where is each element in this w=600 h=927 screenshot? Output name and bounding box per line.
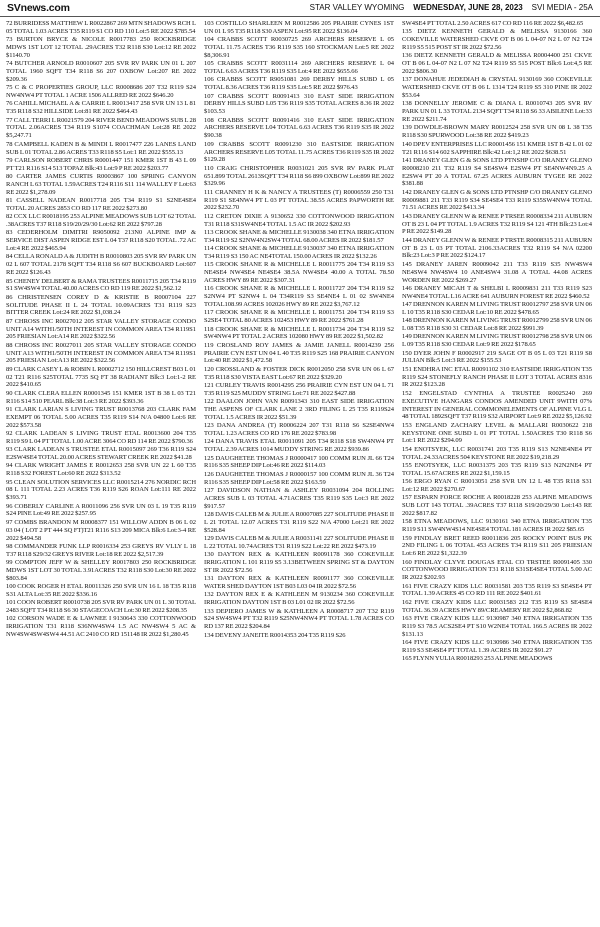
tax-listing-entry: 137 DONAHUE JEDEDIAH & CRYSTAL 9130169 360 COKEVILLE WATERSHED CKVE OT B 06 L 1314 T24 R119 S5 310 PINE IR 2022 $53.64 — [402, 76, 592, 100]
column-3 — [402, 20, 592, 923]
tax-listing-entry: 133 DEPIERO JAMES W & KATHLEEN A R0008717 207 T32 R119 S24 SW4SW4 PT T32 R119 S25NW4NW4 PT TOTAL 1.78 ACRES CO RD 137 RE 2022 $204.84 — [204, 607, 394, 631]
tax-listing-entry: 102 CORSON WADE E & LAWNEE I 9130643 330 COTTONWOOD IRRIGATION T31 R118 S36NW4SW4 1.5 AC NW4SW4 5 AC & NW4SW4SW4SW4 44.51 AC 2410 CO RD 151148 IR 2022 $1,280.45 — [6, 615, 196, 639]
page-header — [0, 0, 600, 17]
tax-listing-entry: SW4SE4 PT TOTAL 2.50 ACRES 617 CO RD 116 RE 2022 $6,482.65 — [402, 20, 584, 27]
tax-listing-entry: 106 CRABBS SCOTT R9051081 269 DERBY HILLS SUBD L 05 TOTAL 8.36 ACRES T36 R119 S35 Lot:5 RE 2022 $976.43 — [204, 76, 394, 92]
tax-listing-entry: 156 ERGO RYAN C R0013051 258 SVR UN 12 L 48 T35 R118 S31 Lot:12 RE 2022 $270.67 — [402, 478, 592, 493]
tax-listing-entry: 88 CHROSS INC R0027011 205 STAR VALLEY STORAGE CONDO UNIT A13 WITH1/50TH INTEREST IN COMMON AREA T34 R119S1 205 FRIESIAN Lot:A13 RE 2022 $322.56 — [6, 341, 196, 365]
tax-listing-entry: 117 CROOK SHANE R & MICHELLE L R0011751 204 T34 R119 S3 S2SE4 TOTAL 80 ACRES 102453 HWY 89 RE 2022 $761.28 — [204, 309, 394, 325]
tax-listing-entry: 139 DOWDLE-BROWN MARY R0012524 258 SVR UN 08 L 38 T35 R118 S30 SPURWOOD Lot:38 RE 2022 $419.23 — [402, 124, 592, 140]
tax-listing-entry: 148 DRENNON KAREN M LIVING TRUST R0012799 258 SVR UN 06 L 08 T35 R118 S30 31 CEDAR Lot:8 RE 2022 $991.39 — [402, 317, 592, 333]
tax-listing-entry: 161 FIVE CRAZY KIDS LLC R0031581 203 T35 R119 S3 SE4SE4 PT TOTAL 1.39 ACRES 45 CO RD 111 RE 2022 $401.61 — [402, 582, 592, 598]
tax-listing-entry: 87 CHROSS INC R0027012 205 STAR VALLEY STORAGE CONDO UNIT A14 WITH1/50TH INTEREST IN COMMON AREA T34 R119S1 205 FRIESIAN Lot:A14 RE 2022 $322.56 — [6, 317, 196, 341]
tax-listing-entry: 98 COMMANDER FUNK LLP R0016334 253 GREYS RV VLLY L 18 T37 R118 S29/32 GREYS RIVER Lot:18 RE 2022 $2,517.39 — [6, 542, 196, 558]
tax-listing-entry: 130 DAYTON REX & KATHLEEN R0091178 360 COKEVILLE IRRIGATION L 101 R119 S5 3.13BETWEEN SPRING ST & DAYTON ST IR 2022 $72.56 — [204, 551, 394, 574]
tax-listing-entry: 90 CLARK CLERA ELLEN R0001345 151 KMER 1ST B 38 L 03 T21 R116 S14 510 PEARL Blk:38 Lot:3 RE 2022 $393.36 — [6, 389, 196, 405]
tax-listing-entry: 138 DONNELLY JEROME C & DIANA L R0010743 205 SVR RV PARK UN 01 L 33 TOTAL 2134 SQFT T34 R118 S6 33 ABILENE Lot:33 RE 2022 $211.74 — [402, 100, 592, 124]
tax-listing-entry: 135 DIETZ KENNETH GERALD & MELISSA 9130166 360 COKEVILLE WATERSHED CKVE OT B 06 L 04-07 N2 L 07 N2 T24 R119 S5 515 POST ST IR 2022 $72.56 — [402, 28, 592, 52]
tax-listing-entry: 129 DAVIS CALEB M & JULIE A R0031141 227 SOLITUDE PHASE II L 22 TOTAL 10.74ACRES T31 R119 S22 Lot:22 RE 2022 $473.19 — [204, 535, 394, 550]
tax-listing-entry: 91 CLARK LARIAN S LIVING TRUST R0013768 203 CLARK FAM EXEMPT 06 TOTAL 5.00 ACRES T35 R119 S14 N/A 04800 Lot:6 RE 2022 $573.58 — [6, 406, 196, 429]
tax-listing-entry: 128 DAVIS CALEB M & JULIE A R0007085 227 SOLITUDE PHASE II L 21 TOTAL 12.07 ACRES T31 R119 S22 N/A 47000 Lot:21 RE 2022 $528.84 — [204, 510, 394, 534]
tax-listing-entry: 72 BURRIDESS MATTHEW L R0022867 269 MTN SHADOWS RCH L 05 TOTAL 1.03 ACRES T35 R119 S1 CO RD 110 Lot:5 RE 2022 $785.54 — [6, 20, 196, 35]
tax-listing-entry: 100 COOK ROGER H ETAL R0011326 250 SVR UN 16 L 18 T35 R118 S31 ALTA Lot:35 RE 2022 $336.16 — [6, 583, 196, 598]
tax-listing-entry: 151 ENDHRA INC ETAL R0091102 310 EASTSIDE IRRIGATION T35 R119 S24 STONEFLY RANCH PHASE II LOT 3 TOTAL ACRES 8316 IR 2022 $123.28 — [402, 365, 592, 389]
tax-listing-entry: 96 COBERLY CARLINE A R0011096 256 SVR UN 03 L 19 T35 R119 S24 PINE Lot:49 RE 2022 $257.95 — [6, 502, 196, 518]
tax-listing-entry: 73 BURTON BRYCE & NICOLE R0017783 250 ROCKBRIDGE MDWS 1ST LOT 12 TOTAL .29ACRES T32 R118 S30 Lot:12 RE 2022 $1140.70 — [6, 36, 196, 59]
tax-listing-entry: 94 CLARK WRIGHT JAMES E R0012653 258 SVR UN 22 L 60 T35 R118 S32 FOREST Lot:60 RE 2022 $313.52 — [6, 462, 196, 478]
tax-listing-entry: 149 DRENNON KAREN M LIVING TRUST R0012798 258 SVR UN 06 L 09 T35 R118 S30 CEDAR Lot:9 RE 2022 $178.65 — [402, 333, 592, 349]
tax-listing-entry: 84 CELLA RONALD A & JUDITH B R0010803 205 SVR RV PARK UN 02 L 607 TOTAL 2178 SQFT T34 R118 S6 607 BUCKBOARD Lot:607 RE 2022 $126.43 — [6, 253, 196, 277]
tax-listing-entry: 159 FINDLAY BRET REED R0011836 205 ROCKY POINT BUS PK 2ND FILING L 06 TOTAL 453 ACRES T34 R119 S11 205 FRIESIAN Lot:6 RE 2022 $1,322.39 — [402, 534, 592, 558]
tax-listing-entry: 85 CHENEY DELBERT & RAMA TRUSTEES R0011715 205 T34 R119 S1 SW4SW4 TOTAL 40.00 ACRES CO RD 119 RE 2022 $1,562.12 — [6, 277, 196, 293]
tax-listing-entry: 124 DANA TRAVIS ETAL R0011091 205 T34 R118 S18 SW4NW4 PT TOTAL 2.39 ACRES 1014 MUDDY STRING RE 2022 $939.86 — [204, 438, 394, 454]
tax-listing-entry: 79 CARLSON ROBERT CHRIS R0001447 151 KMER 1ST B 43 L 09 PT T21 R116 S14 513 TOPAZ Blk:43 Lot:9 P RE 2022 $203.77 — [6, 156, 196, 172]
issue-date: WEDNESDAY, JUNE 28, 2023 — [413, 3, 523, 12]
tax-listing-entry: 165 FLYNN YULIA R0018293 253 ALPINE MEADOWS — [402, 655, 553, 663]
section-name: STAR VALLEY WYOMING — [309, 3, 405, 12]
tax-listing-entry: 152 ENGELSTAD CYNTHIA A TRUSTEE R0025240 269 EXECUTIVE HANGARS CONDOS AMENDED UNIT 9WITH 07% INTEREST IN GENERAL COMMONELEMENTS OF ALPINE VLG L 48 TOTAL 1892SQFT T37 R119 S32 AIRPORT Lot:9 RE 2022 $5,126.92 — [402, 389, 592, 421]
tax-listing-entry: 78 CAMPBELL KADEN B & MINDI L R0017477 226 LANES LAND SUB L 01 TOTAL 2.86 ACRES T33 R118 S5 Lot:1 RE 2022 $555.13 — [6, 140, 196, 156]
tax-listing-entry: 75 C & C PROPERTIES GROUP, LLC R0008686 207 T32 R119 S24 NW4NW4 PT TOTAL 1 ACRE 1506 ALLRED RE 2022 $646.20 — [6, 84, 196, 100]
tax-listing-entry: 111 CRANNEY H K & NANCY A TRUSTEES (T) R0006559 250 T31 R119 S1 SE4NW4 PT L 03 PT TOTAL 38.55 ACRES PAPWORTH RE 2022 $232.70 — [204, 188, 394, 212]
tax-listing-entry: 142 DRANEY GLEN G & SONS LTD PTNSHP C/O DRANEY GLENO R0009881 211 T33 R119 S34 SE4SE4 T33 R119 S35SW4NW4 TOTAL 71.51 ACRES RE 2022 $413.34 — [402, 188, 592, 212]
tax-listing-entry: 112 CRETON DIXIE A 9130652 330 COTTONWOOD IRRIGATION T31 R118 S31SW4NE4 TOTAL 1.5 AC IR 2022 $202.93 — [204, 212, 394, 228]
tax-listing-entry: 104 CRABBS SCOTT R0030725 269 ARCHERS RESERVE L 05 TOTAL 11.75 ACRES T36 R119 S35 160 STOCKMAN Lot:5 RE 2022 $8,306.91 — [204, 36, 394, 59]
tax-listing-entry: 83 CEDERHOLM DIMITRI R9050092 213N0 ALPINE IMP & SERVICE DIST ASPEN RIDGE EST L 04 T37 R118 S20 TOTAL .72 AC Lot:4 RE 2022 $465.94 — [6, 229, 196, 253]
tax-listing-entry: 154 ENOTSYEK, LLC R0031741 203 T35 R119 S13 N2NE4NE4 PT TOTAL 24.33ACRES 504 KEYSTONE RE 2022 $19,218.29 — [402, 445, 592, 461]
tax-listing-entry: 123 DANA ANDREA (T) R0006224 207 T31 R118 S6 S2SE4NW4 TOTAL 1.23 ACRES CO RD 176 RE 2022 $783.98 — [204, 422, 394, 438]
tax-listing-entry: 158 ETNA MEADOWS, LLC 9130161 340 ETNA IRRIGATION T35 R119 S11 SW4NW4S14 NE4SE4 TOTAL 181 ACRES IR 2022 $85.65 — [402, 518, 592, 534]
tax-listing-entry: 101 COON ROBERT R0010738 205 SVR RV PARK UN 01 L 30 TOTAL 2483 SQFT T34 R118 S6 30 STAGECOACH Lot:30 RE 2022 $208.35 — [6, 599, 196, 615]
tax-listing-entry: 120 CROSSLAND & FOSTER DICK R0012050 258 SVR UN 06 L 67 T35 R118 S30 VISTA EAST Lot:67 RE 2022 $329.20 — [204, 365, 394, 381]
tax-listing-entry: 81 CASSELL NADEAN R0017718 205 T34 R119 S1 S2NE4SE4 TOTAL 20 ACRES 2853 CO RD 117 RE 2022 $273.80 — [6, 197, 196, 212]
tax-listing-entry: 163 FIVE CRAZY KIDS LLC 9130987 340 ETNA IRRIGATION T35 R119 S3 78.5 ACS2SE4 PT S10 W2NE4 TOTAL 166.5 ACRES IR 2022 $131.13 — [402, 614, 592, 638]
tax-listing-entry: 76 CAHILL MICHAEL A & CARRIE L R0013417 258 SVR UN 13 L 81 T35 R118 S32 HILLSIDE Lot:81 RE 2022 $464.43 — [6, 100, 196, 116]
tax-listing-entry: 143 DRANEY GLENN W & RENEE P TRSEE R0008334 211 AUBURN OT B 23 L 04 PT TOTAL 1.9 ACRES T32 R119 S4 121 4TH Blk:23 Lot:4 P RE 2022 $149.28 — [402, 212, 592, 236]
tax-listing-entry: 157 ESPARN FORCE ROCHE A R0018228 253 ALPINE MEADOWS SUB LOT 143 TOTAL .39ACRES T37 R118 S19/20/29/30 Lot:143 RE 2022 $817.82 — [402, 494, 592, 517]
tax-listing-entry: 125 DAUGHETEE THOMAS J R0000417 100 COMM RUN JL 66 T24 R116 S35 SHEEP DIP Lot:46 RE 2022 $114.03 — [204, 454, 394, 470]
tax-listing-entry: 108 CRABBS SCOTT R0091416 310 EAST SIDE IRRIGATION ARCHERS RESERVE L04 TOTAL 6.63 ACRES T36 R119 S35 IR 2022 $90.38 — [204, 116, 394, 140]
tax-listing-entry: 95 CLEAN SOLUTION SERVICES LLC R0015214 276 NORDIC RCH 08 L 111 TOTAL 2.23 ACRES T36 R119 S26 ROAN Lot:111 RE 2022 $393.71 — [6, 478, 196, 502]
tax-listing-entry: 114 CROOK SHANE & MICHELLE 9130037 340 ETNA IRRIGATION T34 R119 S3 150 AC NE4TOTAL 150.00 ACRES IR 2022 $132.26 — [204, 245, 394, 260]
tax-listing-entry: 116 CROOK SHANE R & MICHELLE L R0011727 204 T34 R119 S2 S2NW4 PT S2NW4 L 04 T34R119 S3 SE4NE4 L 01 02 SW4NE4 TOTAL108.99 ACRES 102026 HWY 89 RE 2022 $3,767.12 — [204, 285, 394, 309]
tax-listing-entry: 80 CARTER JAMES CURTIS R0003867 100 SPRING CANYON RANCH L 63 TOTAL 1.59ACRES T24 R116 S11 114 WALLEY F Lot:63 RE 2022 $1,278.09 — [6, 173, 196, 196]
tax-listing-entry: 131 DAYTON REX & KATHLEEN R0091177 360 COKEVILLE WATER SHED DAYTON 1ST B03 L03 04 IR 2022 $72.56 — [204, 575, 394, 591]
tax-listing-entry: 126 DAUGHETEE THOMAS J R0000157 100 COMM RUN JL 36 T24 R116 S35 SHEEP DIP Lot:58 RE 2022 $163.59 — [204, 470, 394, 486]
tax-listing-entry: 121 CURLEY TRAVIS R0014295 256 PRAIRIE CYN EST UN 04 L 71 T35 R119 S25 MUDDY STRING Lot:71 RE 2022 $427.88 — [204, 381, 394, 397]
tax-listing-entry: 144 DRANEY GLENN W & RENEE P TRSTE R0008315 211 AUBURN OT B 23 L 03 PT TOTAL 2106.33ACRES T32 R119 S4 N/A 02200 Blk:23 Lot:3 P RE 2022 $124.17 — [402, 236, 592, 260]
tax-listing-entry: 118 CROOK SHANE R & MICHELLE L R0011734 204 T34 R119 S2 SW4NW4 PT TOTAL 2 ACRES 102080 HWY 89 RE 2022 $1,502.82 — [204, 325, 394, 341]
tax-listing-entry: 146 DRANEY MICAH T & SHELBI L R0009831 211 T33 R119 S23 NW4NE4 TOTAL L16 ACRE 641 AUBURN FOREST RE 2022 $460.52 — [402, 284, 592, 300]
tax-listing-entry: 153 ENGLAND ZACHARY LEVEL & MALLARI R0030622 218 KEYSTONE ONE SUBD L 01 PT TOTAL 1.50ACRES T30 R118 S6 Lot:1 RE 2022 $294.09 — [402, 421, 592, 445]
tax-listing-entry: 160 FINDLAY CLYVE DOUGAS ETAL CO TRSTEE R0091405 330 COTTONWOOD IRRIGATION T31 R118 S31SE4SE4 TOTAL 5.00 AC IR 2022 $202.93 — [402, 558, 592, 582]
tax-listing-entry: 119 CROSLAND ROY JAMES & JAMIE JANELL R0014239 256 PRAIRIE CYN EST UN 04 L 40 T35 R119 S25 168 PRAIRIE CANYON Lot:40 RE 2022 $1,472.58 — [204, 341, 394, 365]
tax-listing-entry: 110 CRAIG CHRISTOPHER R0031021 205 SVR RV PARK PLAT 651.899 TOTAL 2613SQFT T34 R118 S6 899 OXBOW Lot:899 RE 2022 $329.96 — [204, 164, 394, 188]
tax-listing-entry: 74 BUTCHER ARNOLD R0010607 205 SVR RV PARK UN 01 L 207 TOTAL 1960 SQFT T34 R118 S6 207 OXBOW Lot:207 RE 2022 $209.36 — [6, 60, 196, 83]
tax-listing-entry: 105 CRABBS SCOTT R0031114 269 ARCHERS RESERVE L 04 TOTAL 6.63 ACRES T36 R119 S35 Lot:4 RE 2022 $655.66 — [204, 60, 394, 76]
tax-listing-entry: 113 CROOK SHANE & MICHELLE 9130038 340 ETNA IRRIGATION T34 R119 S2 S2NW4N2SW4 TOTAL 68.00 ACRES IR 2022 $181.57 — [204, 228, 394, 244]
tax-listing-entry: 89 CLARK CASEY L & ROBIN L R0002712 150 HILLCREST B03 L 01 02 T21 R116 S25TOTAL 7735 SQ FT 38 RADIANT Blk:3 Lot:1-2 RE 2022 $410.65 — [6, 365, 196, 389]
column-1 — [6, 20, 196, 923]
site-name[interactable]: SVnews.com — [7, 2, 70, 14]
tax-listing-entry: 107 CRABBS SCOTT R0091413 310 EAST SIDE IRRIGATION DERBY HILLS SUBD L05 T36 R119 S35 TOTAL ACRES 8.36 IR 2022 $103.53 — [204, 92, 394, 116]
tax-listing-entry: 82 CCX LLC R0018195 253 ALPINE MEADOWS SUB LOT 62 TOTAL .38ACRES T37 R118 S19/20/29/30 Lot:62 RE 2022 $797.28 — [6, 213, 196, 229]
tax-listing-entry: 122 DAALON JOHN VAN R0091343 310 EAST SIDE IRRIGATION THE ASPENS OF CLARK LANE 2 3RD FILING L 25 T35 R119S24 TOTAL 1.5 ACRES IR 2022 $51.39 — [204, 398, 394, 421]
tax-listing-entry: 134 DEVENY JANEITE R0014353 204 T35 R119 S26 — [204, 631, 346, 639]
tax-listing-entry: 136 DIETZ KENNETH GERALD & MELISSA R0004400 251 CKVE OT B 06 L 04-07 N2 L 07 N2 T24 R119 S5 515 POST Blk:6 Lot:4,5 RE 2022 $806.30 — [402, 52, 592, 76]
tax-listing-entry: 92 CLARK LADEAN S LIVING TRUST ETAL R0013600 204 T35 R119 S9 L 04 PT TOTAL 1.00 ACRE 3064 CO RD 114 RE 2022 $790.36 — [6, 430, 196, 445]
tax-listing-entry: 115 CROOK SHANE R & MICHELLE L R0011775 204 T34 R119 S3 NE4SE4 NW4SE4 NE4SE4 38.5A NW4SE4 40.00 A TOTAL 78.50 ACRES HWY 89 RE 2022 $307.31 — [204, 261, 394, 284]
tax-listing-entry: 150 DYER JOHN F R0002917 219 SAGE OT B 05 L 03 T21 R119 S8 JULIAN Blk:5 Lot:3 RE 2022 $155.53 — [402, 349, 592, 365]
tax-listing-entry: 145 DRANEY JAREN R0009042 211 T33 R119 S35 NW4SW4 NE4SW4 NW4SW4 10 ANE4SW4 31.08 A TOTAL 44.08 ACRES WORDEN RE 2022 $269.27 — [402, 260, 592, 284]
tax-listing-entry: 164 FIVE CRAZY KIDS LLC 9130986 340 ETNA IRRIGATION T35 R119 S3 SE4SE4 PT TOTAL 1.39 ACRES IR 2022 $91.27 — [402, 638, 592, 654]
tax-listing-entry: 93 CLARK LADEAN S TRUSTEE ETAL R0015097 269 T36 R119 S24 E2SW4SE4 TOTAL 20.00 ACRES STEWART CREEK RE 2022 $41.28 — [6, 446, 196, 462]
column-2 — [204, 20, 394, 923]
tax-listing-entry: 127 DAVIDSON NATHAN & ASHLEY R0031094 204 ROLLING ACRES SUB L 03 TOTAL 4.71ACRES T35 R119 S35 Lot:3 RE 2022 $917.57 — [204, 486, 394, 510]
page-number: SVI MEDIA - 25A — [531, 3, 593, 12]
tax-listing-entry: 155 ENOTSYEK, LLC R0031375 203 T35 R119 S13 N2N2NE4 PT TOTAL 15.67ACRES RE 2022 $1,159.15 — [402, 461, 592, 477]
page-folio — [310, 3, 593, 12]
tax-listing-columns — [6, 20, 594, 923]
tax-listing-entry: 86 CHRISTENSEN COREY D & KRISTIE B R0007104 227 SOLITUDE PHASE II L 24 TOTAL 10.09ACRES T31 R119 S23 BITTER CREEK Lot:24 RE 2022 $1,038.24 — [6, 293, 196, 317]
tax-listing-entry: 77 CALL TERRI L R0021579 204 RIVER BEND MEADOWS SUB L 28 TOTAL 2.06ACRES T34 R119 S1074 COACHMAN Lot:28 RE 2022 $5,247.71 — [6, 116, 196, 140]
tax-listing-entry: 99 COMPTON JEFF W & SHELLEY R0017803 250 ROCKBRIDGE MDWS 1ST LOT 30 TOTAL 3.91ACRES T32 R118 S30 Lot:30 RE 2022 $803.84 — [6, 559, 196, 582]
tax-listing-entry: 97 COMBS BRANDON M R0008377 151 WILLOW ADDN B 06 L 02 03 04 ( LOT 2 PT 444 SQ FT)T21 R116 S13 209 MICA Blk:6 Lot:3-4 RE 2022 $494.58 — [6, 518, 196, 542]
tax-listing-entry: 109 CRABBS SCOTT R0091230 310 EASTSIDE IRRIGATION ARCHERS RESERVE L05 TOTAL 11.75 ACRES T36 R119 S35 IR 2022 $129.28 — [204, 140, 394, 164]
tax-listing-entry: 103 COSTILLO SHARLEEN M R0012586 205 PRAIRIE CYNES 1ST UN 01 L 95 T35 R118 S30 ASPEN Lot:95 RE 2022 $136.04 — [204, 20, 394, 35]
tax-listing-entry: 141 DRANEY GLEN G & SONS LTD PTNSHP C/O DRANEY GLENO R0008210 211 T32 R119 S4 SE4SW4 E2SW4 PT SE4NW4N9.25 A E2SW4 PT 20 A TOTAL 67.25 ACRES AUBURN TYGEE RE 2022 $381.88 — [402, 156, 592, 188]
tax-listing-entry: 140 DPEV ENTERPRISES LLC R0001456 151 KMER 1ST B 42 L 01 02 T21 R116 S14 602 SAPPHIRE Blk:42 Lot:1,2 RE 2022 $638.51 — [402, 140, 592, 156]
tax-listing-entry: 132 DAYTON REX E & KATHLEEN M 9130234 360 COKEVILLE IRRIGATION DAYTON 1ST B 03 L01 02 IR 2022 $72.56 — [204, 591, 394, 607]
tax-listing-entry: 162 FIVE CRAZY KIDS LLC R0031583 212 T35 R119 S3 SE4SE4 TOTAL 36.39 ACRES HWY 89/CREAMERY RE 2022 $2,868.82 — [402, 598, 592, 614]
tax-listing-entry: 147 DRENNON KAREN M LIVING TRUST R0012797 258 SVR UN 06 L 10 T35 R118 S30 CEDAR Lot:10 RE 2022 $478.65 — [402, 301, 592, 316]
